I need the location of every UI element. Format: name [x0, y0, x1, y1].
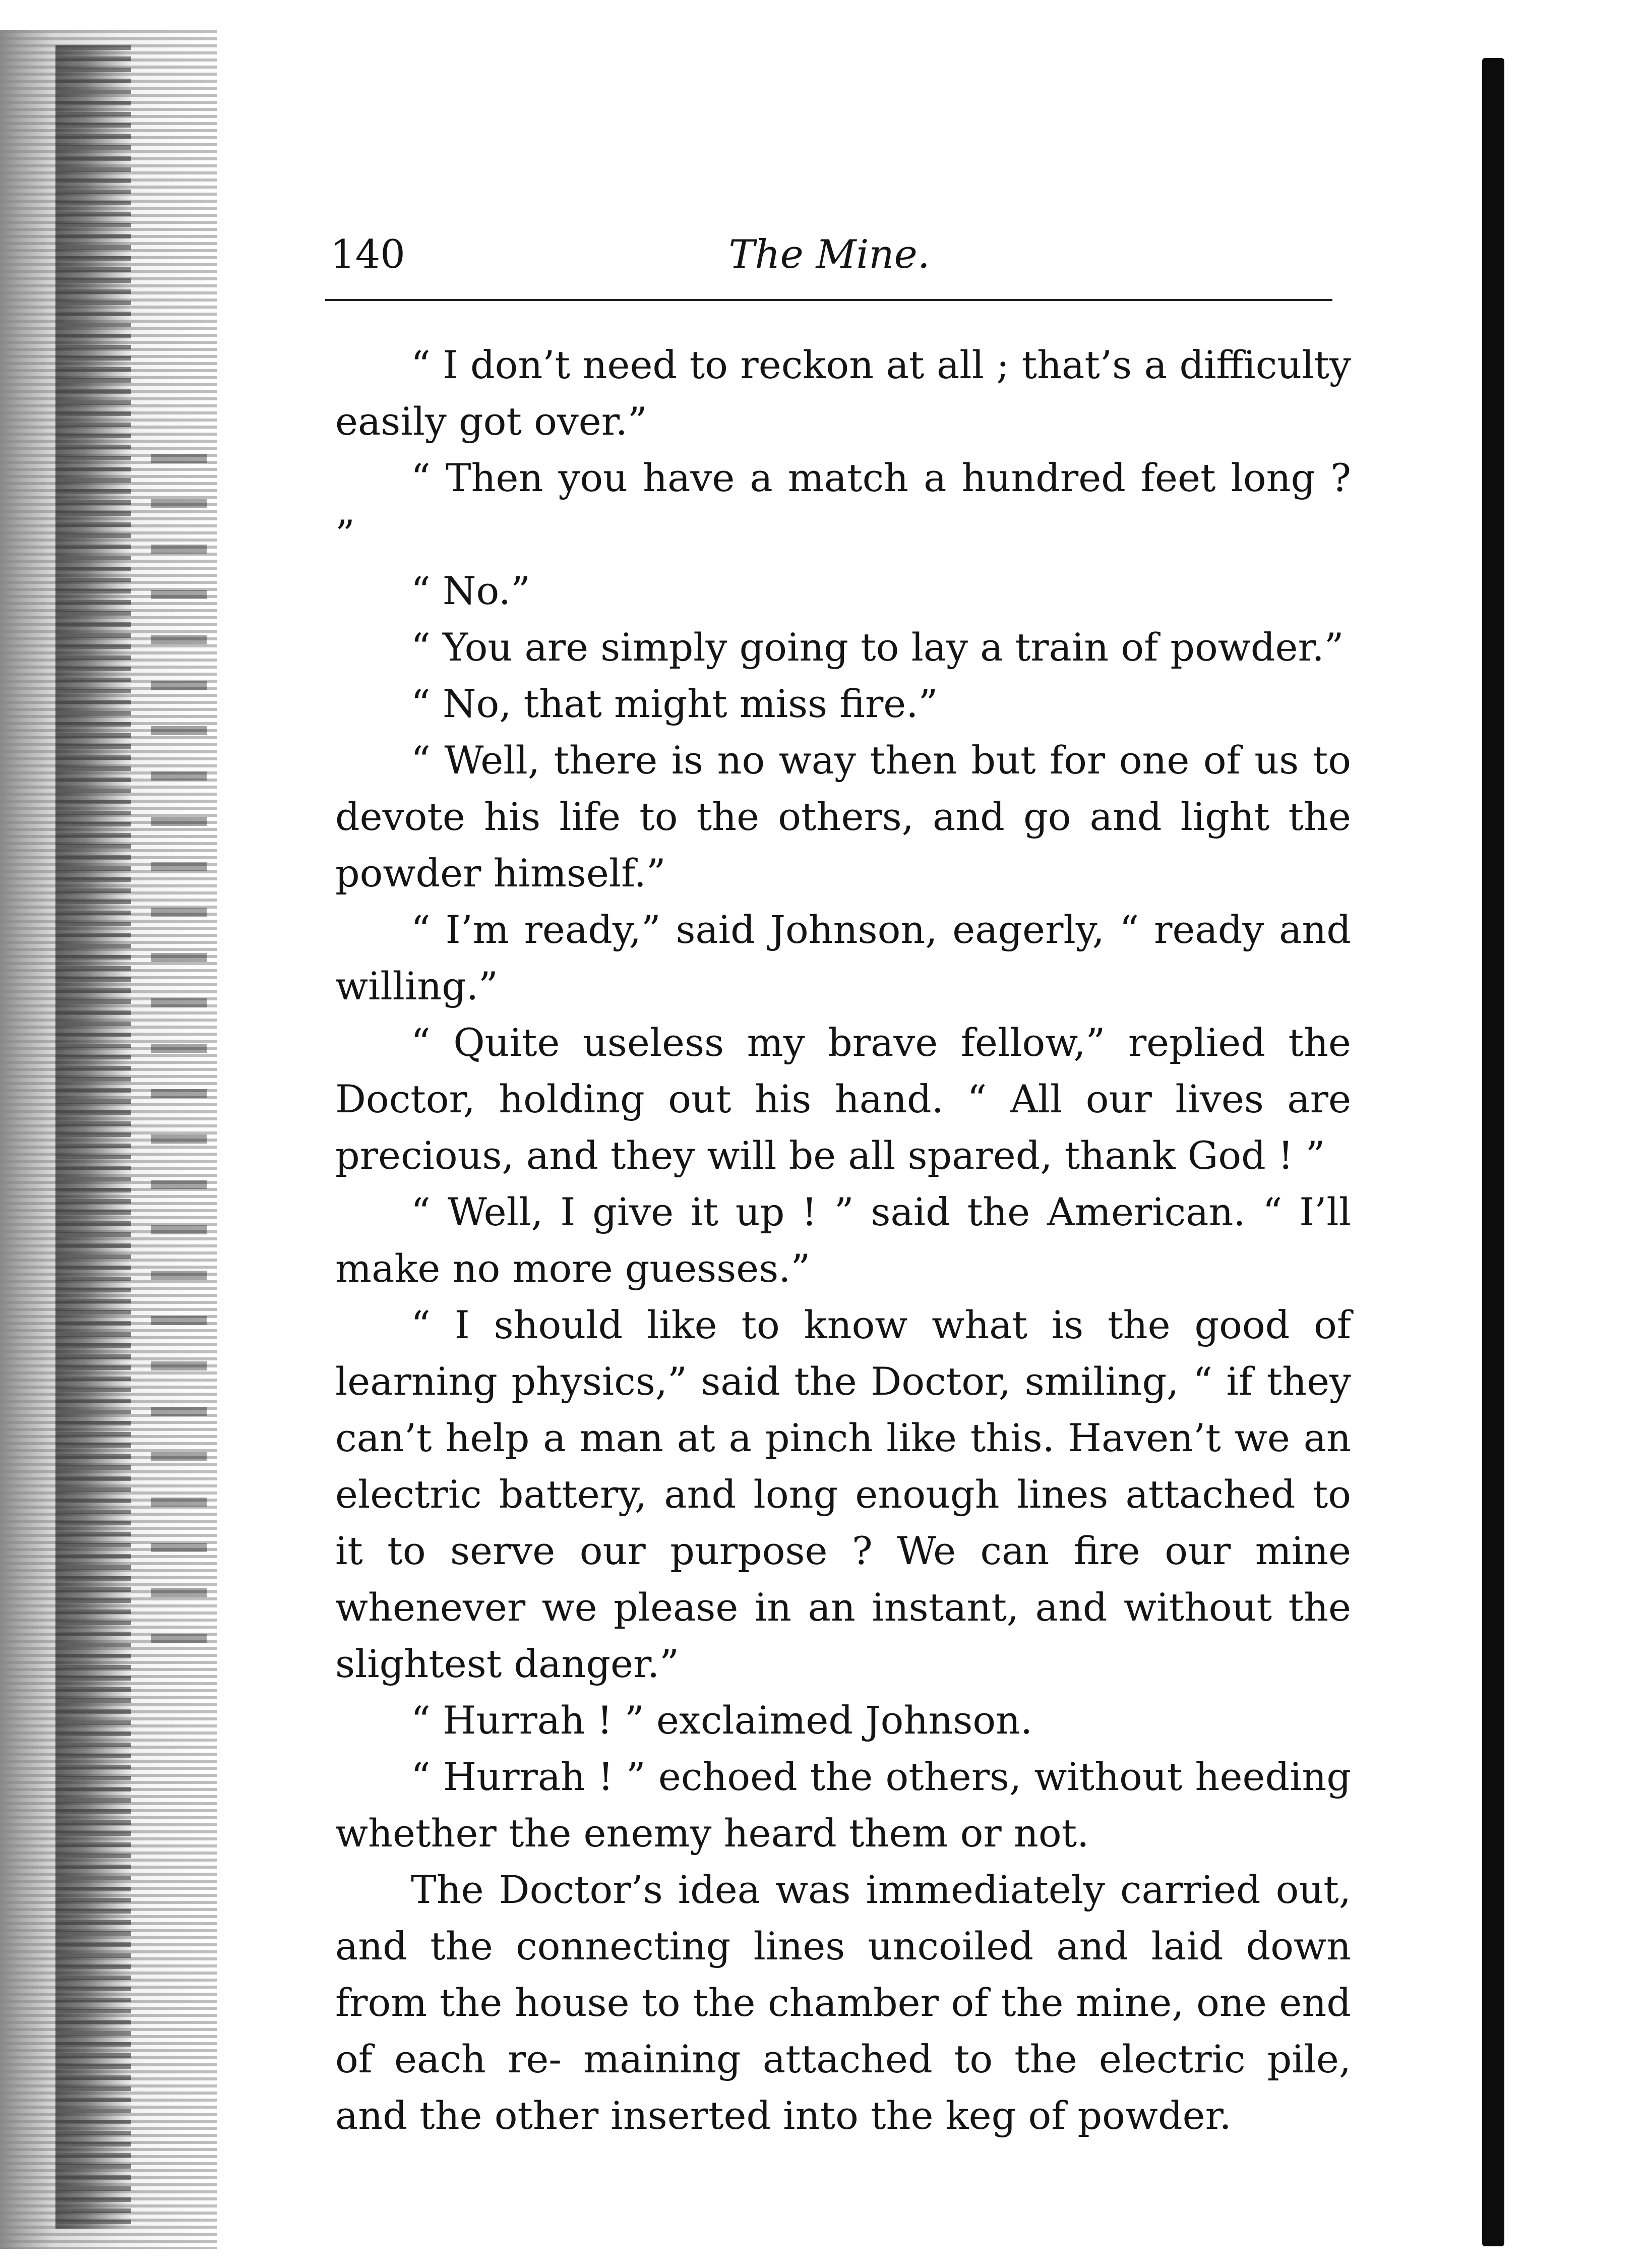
- paragraph: “ No.”: [411, 568, 530, 613]
- paragraph: “ Quite useless my brave fellow,” replied the Doctor, holding out his hand. “ All our lives are precious, and they will be all spared, thank God ! ”: [335, 1020, 1351, 1178]
- paragraph: “ Well, there is no way then but for one of us to devote his life to the others, and go and light the powder himself.”: [335, 738, 1351, 896]
- paragraph: “ Hurrah ! ” exclaimed Johnson.: [411, 1698, 1033, 1743]
- paragraph: “ I’m ready,” said Johnson, eagerly, “ ready and willing.”: [335, 907, 1351, 1008]
- paragraph: “ You are simply going to lay a train of powder.”: [411, 625, 1344, 670]
- paragraph: “ No, that might miss fire.”: [411, 681, 938, 726]
- paragraph: “ Then you have a match a hundred feet long ? ”: [335, 455, 1351, 557]
- scan-marks: [151, 454, 207, 1664]
- scan-binding-edge: [55, 45, 131, 2229]
- paragraph: “ I should like to know what is the good of learning physics,” said the Doctor, smiling, “ if they can’t help a man at a pinch like this. Haven’t we an electric battery, and long enough lines attached to it to serve our purpose ? We can fire our mine whenever we please in an instant, and without the slightest danger.”: [335, 1302, 1351, 1686]
- paragraph: “ I don’t need to reckon at all ; that’s a difficulty easily got over.”: [335, 342, 1351, 444]
- running-title: The Mine.: [728, 232, 930, 277]
- page-number: 140: [330, 232, 405, 277]
- body-text: [335, 337, 1351, 2144]
- page-header: [330, 229, 1328, 290]
- paragraph: “ Hurrah ! ” echoed the others, without heeding whether the enemy heard them or not.: [335, 1754, 1351, 1856]
- paragraph: “ Well, I give it up ! ” said the American. “ I’ll make no more guesses.”: [335, 1189, 1351, 1291]
- paragraph: The Doctor’s idea was immediately carried out, and the connecting lines uncoiled and laid down from the house to the chamber of the mine, one end of each re- maining attached to the electric pile, and the other inserted into the keg of powder.: [335, 1867, 1351, 2138]
- right-binding-bar: [1482, 58, 1504, 2246]
- header-rule: [325, 299, 1332, 301]
